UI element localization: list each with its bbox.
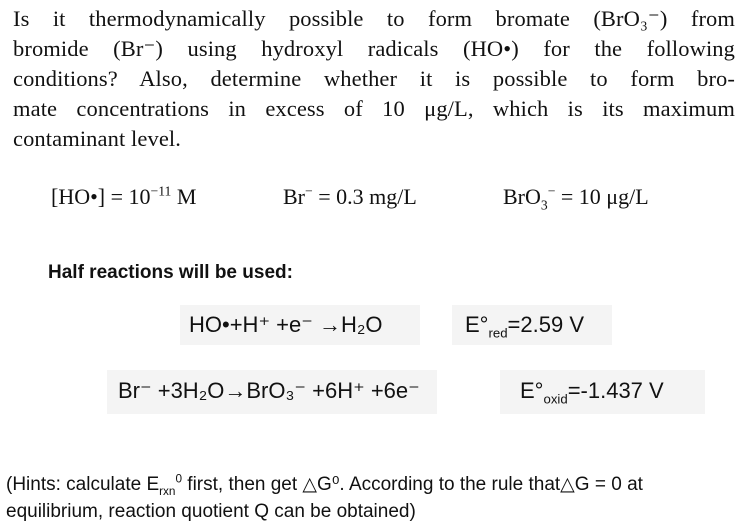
- oxidation-potential: $E^\circ_{oxid}=-1.437$ V: [520, 378, 664, 407]
- problem-line: contaminant level.: [13, 126, 181, 151]
- problem-line: conditions? Also, determine whether it is possible to form bro-: [13, 66, 735, 91]
- hint-line-1: (Hints: calculate $E_{rxn}^0$ first, then get △G⁰. According to the rule that△G = 0 at: [6, 472, 643, 498]
- hint-line-2: equilibrium, reaction quotient Q can be obtained): [6, 501, 416, 522]
- hints: [6, 471, 736, 525]
- bromide-concentration: Br− = 0.3 mg/L: [283, 183, 417, 209]
- half-reactions-title: Half reactions will be used:: [48, 262, 293, 283]
- reduction-potential: $E^\circ_{red}=2.59$ V: [465, 312, 584, 341]
- bromate-concentration: BrO$_3$− = 10 μg/L: [503, 183, 649, 213]
- problem-line: mate concentrations in excess of 10 μg/L, which is its maximum: [13, 96, 735, 121]
- problem-line: Is it thermodynamically possible to form bromate (BrO₃⁻) from: [13, 6, 735, 31]
- problem-statement: [13, 4, 735, 154]
- problem-line: bromide (Br⁻) using hydroxyl radicals (HO•) for the following: [13, 36, 735, 61]
- half-reaction-2: Br⁻ +3H₂O→BrO₃⁻ +6H⁺ +6e⁻: [118, 378, 420, 403]
- half-reaction-1: HO•+H⁺ +e⁻ →H₂O: [189, 312, 383, 337]
- hydroxyl-concentration: [HO•] = $10^{-11}$ M: [51, 183, 197, 209]
